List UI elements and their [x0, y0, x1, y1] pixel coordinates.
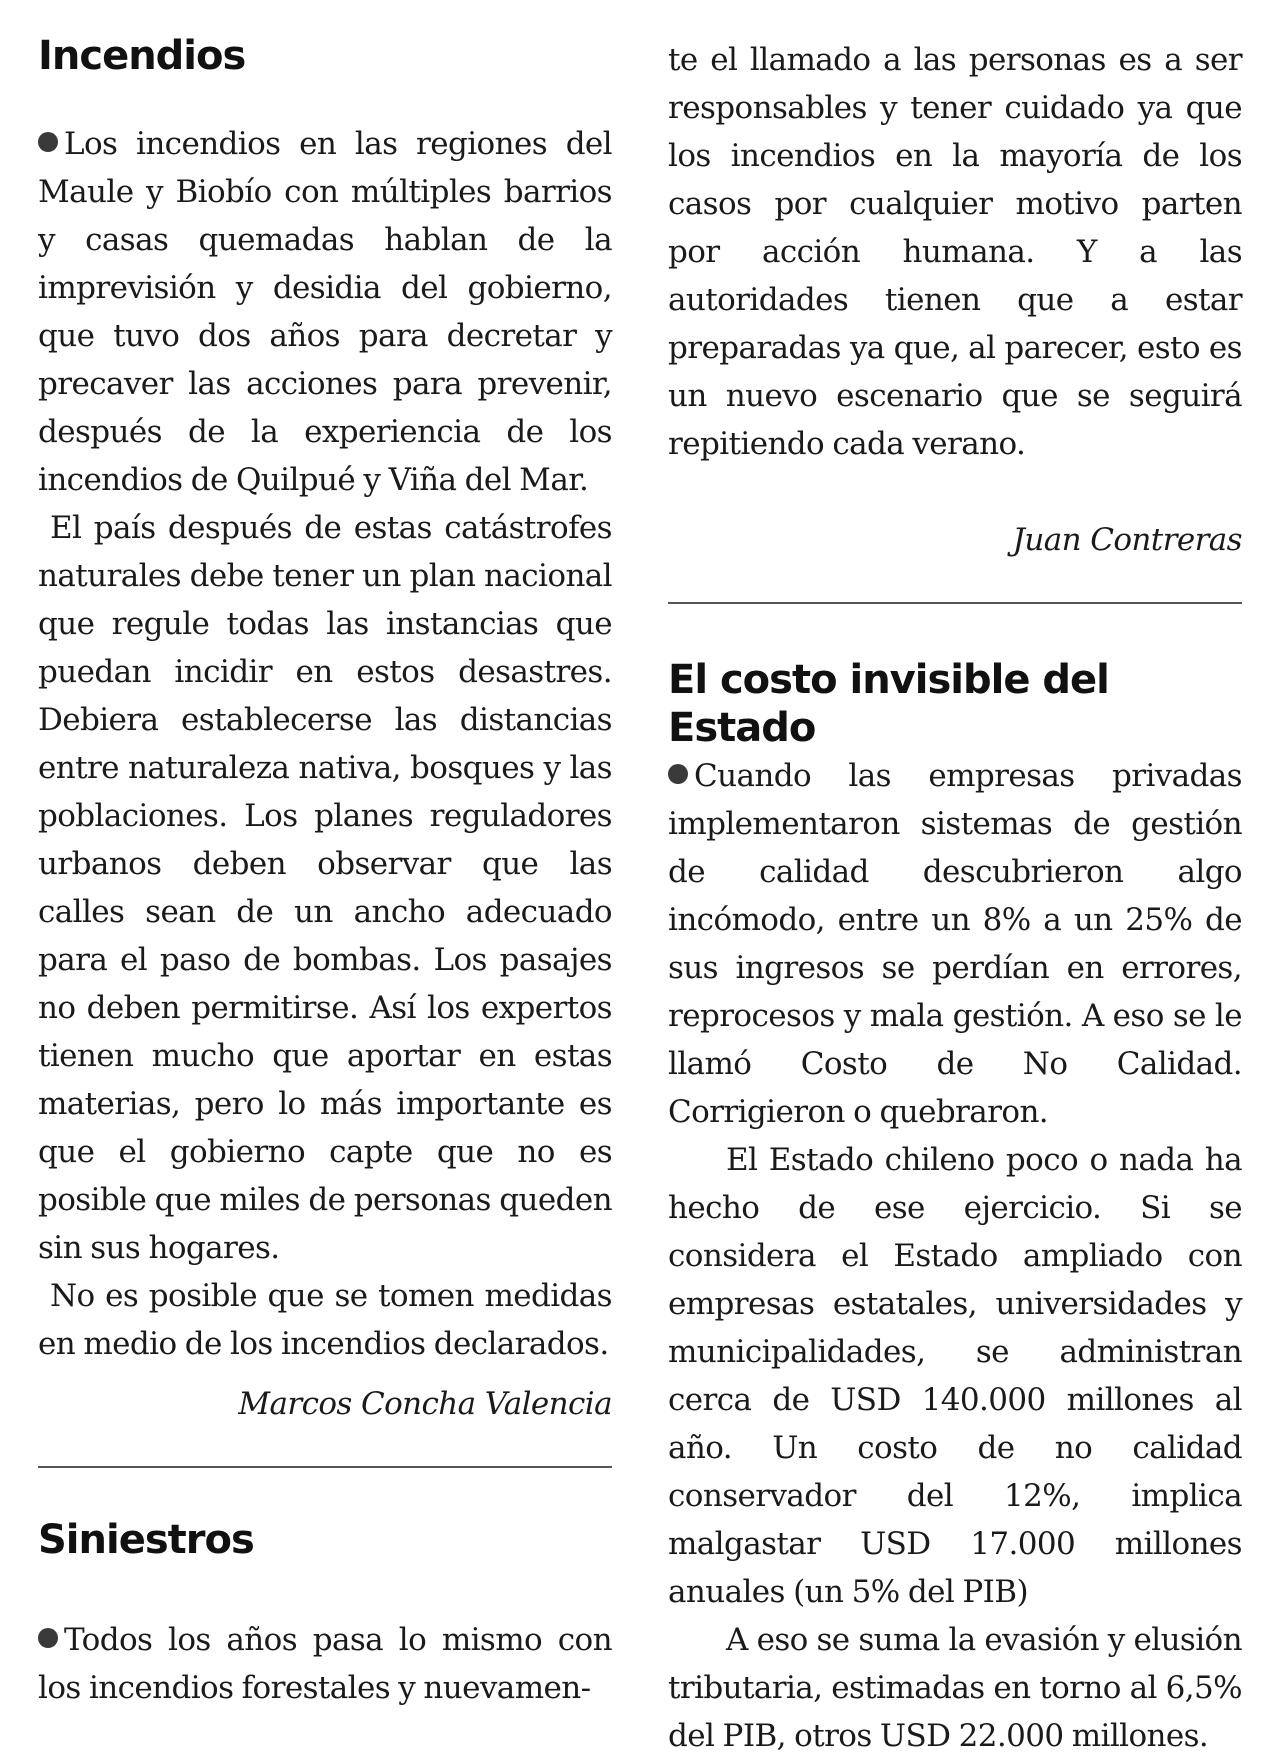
- letter-paragraph: A eso se suma la evasión y elusión tributaria, estimadas en torno al 6,5% del PIB, otros USD 22.000 millones.: [668, 1622, 1242, 1754]
- letter-body-siniestros-start: [38, 1616, 612, 1712]
- section-divider: [668, 602, 1242, 604]
- letter-paragraph: te el llamado a las personas es a ser responsables y tener cuidado ya que los incendios en la mayoría de los casos por cualquier motivo parten por acción humana. Y a las autoridades tienen que a estar preparadas ya que, al parecer, esto es un nuevo escenario que se seguirá repitiendo cada verano.: [668, 42, 1242, 462]
- bullet-icon: [668, 764, 688, 784]
- letter-title-siniestros: Siniestros: [38, 1517, 254, 1563]
- letter-paragraph: Todos los años pasa lo mismo con los incendios forestales y nuevamen-: [38, 1622, 612, 1706]
- letter-title-costo-invisible: El costo invisible del Estado: [668, 657, 1109, 751]
- section-divider: [38, 1466, 612, 1468]
- letter-paragraph: No es posible que se tomen medidas en medio de los incendios declarados.: [38, 1278, 612, 1362]
- letter-author: Juan Contreras: [1012, 522, 1242, 558]
- letter-paragraph: Cuando las empresas privadas implementaron sistemas de gestión de calidad descubrieron algo incómodo, entre un 8% a un 25% de sus ingresos se perdían en errores, reprocesos y mala gestión. A eso se le llamó Costo de No Calidad. Corrigieron o quebraron.: [668, 758, 1242, 1130]
- letter-paragraph: Los incendios en las regiones del Maule y Biobío con múltiples barrios y casas quemadas hablan de la imprevisión y desidia del gobierno, que tuvo dos años para decretar y precaver las acciones para prevenir, después de la experiencia de los incendios de Quilpué y Viña del Mar.: [38, 126, 612, 498]
- bullet-icon: [38, 132, 58, 152]
- letter-author: Marcos Concha Valencia: [238, 1386, 612, 1422]
- letter-body-siniestros-continued: [668, 36, 1242, 468]
- letter-paragraph: El Estado chileno poco o nada ha hecho de ese ejercicio. Si se considera el Estado ampliado con empresas estatales, universidades y municipalidades, se administran cerca de USD 140.000 millones al año. Un costo de no calidad conservador del 12%, implica malgastar USD 17.000 millones anuales (un 5% del PIB): [668, 1142, 1242, 1610]
- letter-body-costo-invisible: [668, 752, 1242, 1760]
- letter-body-incendios: [38, 120, 612, 1368]
- bullet-icon: [38, 1628, 58, 1648]
- letter-paragraph: El país después de estas catástrofes naturales debe tener un plan nacional que regule todas las instancias que puedan incidir en estos desastres. Debiera establecerse las distancias entre naturaleza nativa, bosques y las poblaciones. Los planes reguladores urbanos deben observar que las calles sean de un ancho adecuado para el paso de bombas. Los pasajes no deben permitirse. Así los expertos tienen mucho que aportar en estas materias, pero lo más importante es que el gobierno capte que no es posible que miles de personas queden sin sus hogares.: [38, 510, 612, 1266]
- letter-title-incendios: Incendios: [38, 33, 246, 79]
